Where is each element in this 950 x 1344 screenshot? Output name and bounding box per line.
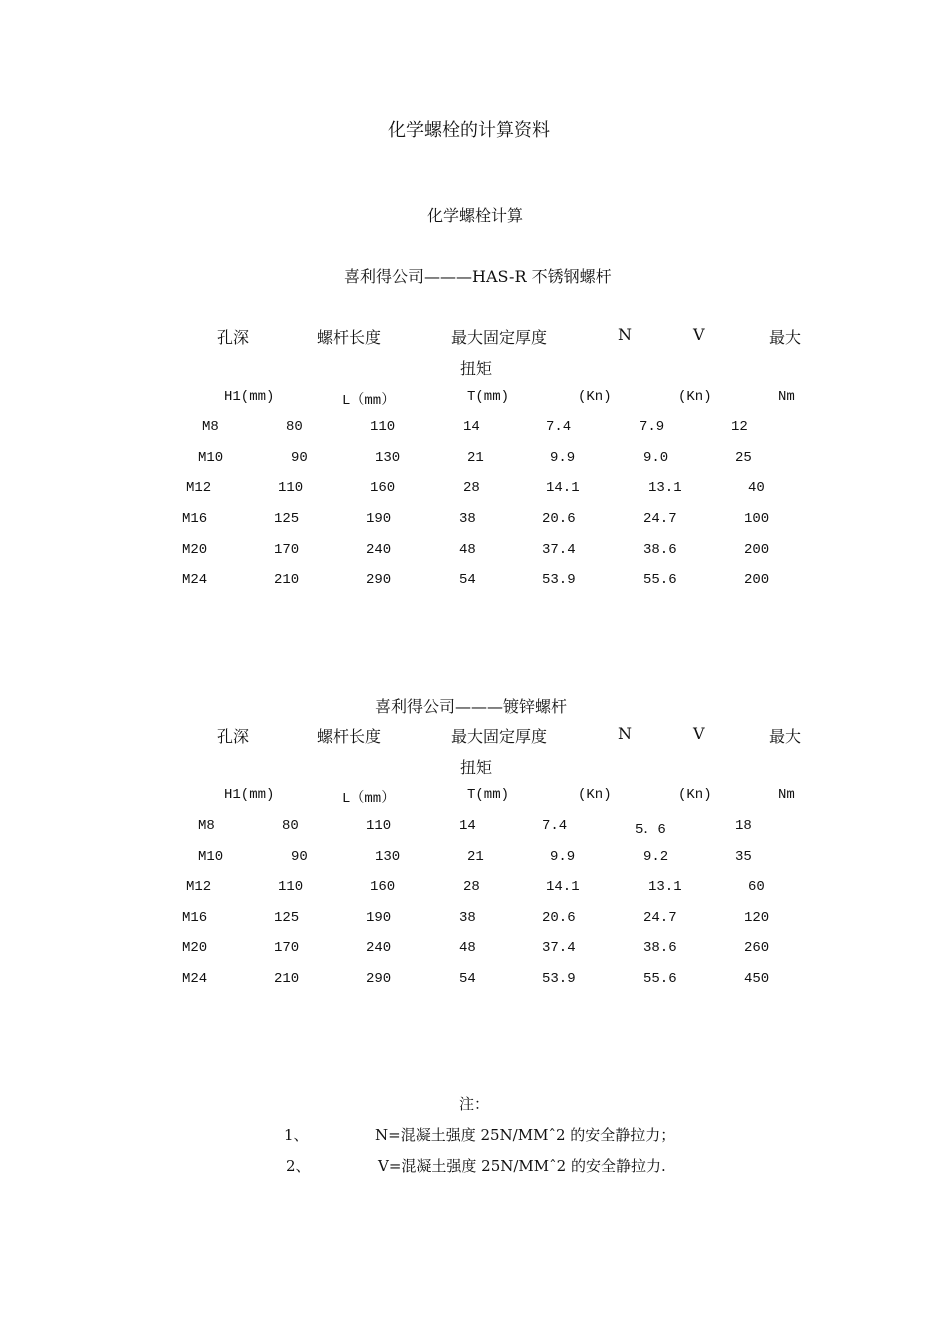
unit-cell: (Kn) [678,787,712,803]
row-l: 290 [366,572,392,588]
row-nm: 120 [744,910,770,926]
row-v: 24.7 [643,910,677,926]
row-n: 20.6 [542,511,576,527]
row-v: 38.6 [643,940,677,956]
unit-cell: L（mm） [342,791,396,807]
row-nm: 260 [744,940,770,956]
row-t: 28 [463,879,480,895]
header-torque-cont: 扭矩 [460,758,493,777]
row-v: 38.6 [643,542,677,558]
unit-cell: T(mm) [467,389,510,405]
note-text: N=混凝土强度 25N/MMˆ2 的安全静拉力； [375,1126,676,1144]
note-number: 2、 [286,1157,311,1175]
row-size: M24 [182,572,208,588]
row-l: 110 [366,818,392,834]
header-torque-cont: 扭矩 [460,359,493,378]
row-nm: 200 [744,542,770,558]
unit-cell: (Kn) [578,787,612,803]
row-v: 24.7 [643,511,677,527]
row-h1: 170 [274,940,300,956]
row-nm: 35 [735,849,752,865]
row-t: 38 [459,910,476,926]
row-n: 37.4 [542,940,576,956]
row-t: 21 [467,849,484,865]
row-l: 110 [370,419,396,435]
unit-cell: L（mm） [342,393,396,409]
row-l: 190 [366,511,392,527]
header-max-fix-thickness: 最大固定厚度 [451,727,548,746]
header-hole-depth: 孔深 [217,328,250,347]
row-l: 130 [375,849,401,865]
unit-cell: H1(mm) [224,787,275,803]
row-t: 38 [459,511,476,527]
header-v: V [693,724,705,743]
section-title: 化学螺栓计算 [427,206,524,225]
row-h1: 125 [274,910,300,926]
row-v: 9.0 [643,450,669,466]
header-max-torque: 最大 [769,727,802,746]
row-v: 13.1 [648,480,682,496]
row-h1: 210 [274,572,300,588]
row-t: 54 [459,971,476,987]
row-h1: 110 [278,879,304,895]
unit-cell: (Kn) [578,389,612,405]
row-size: M12 [186,480,212,496]
header-rod-length: 螺杆长度 [317,727,382,746]
row-h1: 80 [282,818,299,834]
row-n: 9.9 [550,450,576,466]
row-l: 240 [366,542,392,558]
row-nm: 450 [744,971,770,987]
row-size: M16 [182,511,208,527]
row-nm: 25 [735,450,752,466]
row-size: M20 [182,542,208,558]
row-size: M8 [202,419,219,435]
table-title: 喜利得公司———HAS-R 不锈钢螺杆 [344,267,612,286]
header-n: N [618,724,632,743]
row-v: 55.6 [643,572,677,588]
row-h1: 125 [274,511,300,527]
unit-cell: Nm [778,389,795,405]
row-t: 54 [459,572,476,588]
row-n: 7.4 [542,818,568,834]
row-n: 14.1 [546,879,580,895]
row-l: 130 [375,450,401,466]
row-nm: 100 [744,511,770,527]
row-size: M20 [182,940,208,956]
header-v: V [693,325,705,344]
row-v: 9.2 [643,849,669,865]
row-h1: 110 [278,480,304,496]
unit-cell: T(mm) [467,787,510,803]
row-h1: 170 [274,542,300,558]
row-t: 14 [463,419,480,435]
row-size: M12 [186,879,212,895]
notes-label: 注： [459,1095,490,1113]
row-nm: 40 [748,480,765,496]
row-l: 290 [366,971,392,987]
row-h1: 90 [291,849,308,865]
unit-cell: Nm [778,787,795,803]
row-n: 9.9 [550,849,576,865]
row-size: M16 [182,910,208,926]
row-t: 28 [463,480,480,496]
row-size: M24 [182,971,208,987]
unit-cell: H1(mm) [224,389,275,405]
row-n: 14.1 [546,480,580,496]
row-l: 160 [370,480,396,496]
header-hole-depth: 孔深 [217,727,250,746]
row-t: 21 [467,450,484,466]
row-h1: 80 [286,419,303,435]
row-n: 53.9 [542,572,576,588]
row-t: 48 [459,940,476,956]
row-t: 14 [459,818,476,834]
row-n: 20.6 [542,910,576,926]
row-n: 7.4 [546,419,572,435]
document-title: 化学螺栓的计算资料 [388,120,550,141]
row-l: 240 [366,940,392,956]
note-text: V=混凝土强度 25N/MMˆ2 的安全静拉力. [378,1157,666,1175]
header-rod-length: 螺杆长度 [317,328,382,347]
row-v: 13.1 [648,879,682,895]
table-title: 喜利得公司———镀锌螺杆 [375,697,568,716]
row-size: M10 [198,450,224,466]
row-nm: 12 [731,419,748,435]
header-max-fix-thickness: 最大固定厚度 [451,328,548,347]
row-l: 160 [370,879,396,895]
row-v: 5．6 [635,822,666,838]
row-v: 7.9 [639,419,665,435]
row-h1: 210 [274,971,300,987]
unit-cell: (Kn) [678,389,712,405]
row-size: M10 [198,849,224,865]
row-t: 48 [459,542,476,558]
row-h1: 90 [291,450,308,466]
header-max-torque: 最大 [769,328,802,347]
row-v: 55.6 [643,971,677,987]
row-nm: 200 [744,572,770,588]
row-size: M8 [198,818,215,834]
row-n: 53.9 [542,971,576,987]
row-nm: 60 [748,879,765,895]
row-l: 190 [366,910,392,926]
note-number: 1、 [284,1126,309,1144]
row-nm: 18 [735,818,752,834]
header-n: N [618,325,632,344]
row-n: 37.4 [542,542,576,558]
